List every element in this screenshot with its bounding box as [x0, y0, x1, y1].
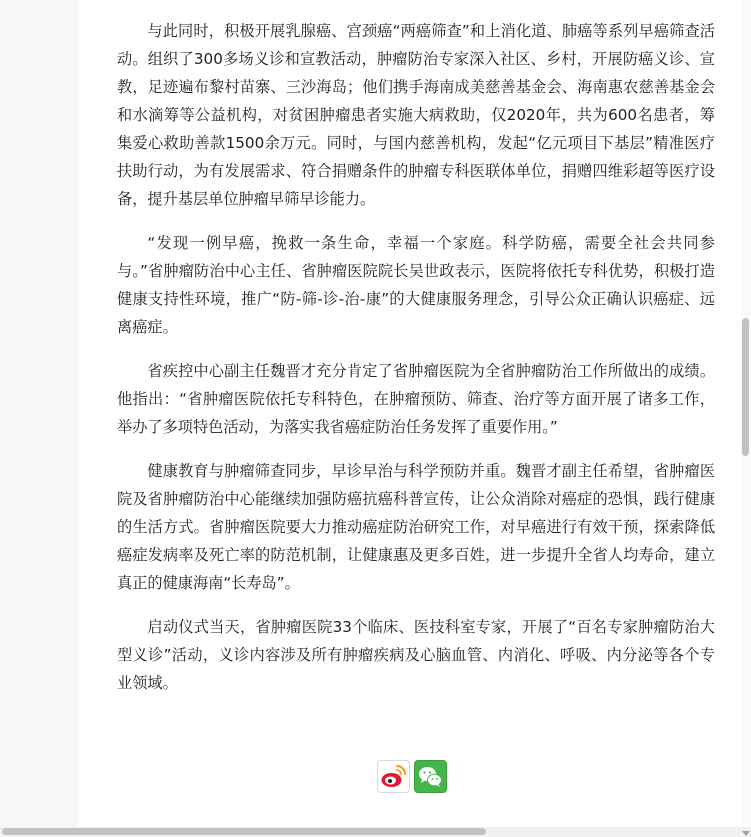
scroll-down-arrow-icon[interactable] — [742, 831, 750, 836]
paragraph-cdc-remarks: 省疾控中心副主任魏晋才充分肯定了省肿瘤医院为全省肿瘤防治工作所做出的成绩。他指出：“省肿瘤医院依托专科特色，在肿瘤预防、筛查、治疗等方面开展了诸多工作，举办了多项特色活动，为落实我省癌症防治任务发挥了重要作用。” — [117, 362, 715, 436]
paragraph-screening-activities: 与此同时，积极开展乳腺癌、宫颈癌“两癌筛查”和上消化道、肺癌等系列早癌筛查活动。组织了300多场义诊和宣教活动，肿瘤防治专家深入社区、乡村，开展防癌义诊、宣教，足迹遍布黎村苗寨、三沙海岛；他们携手海南成美慈善基金会、海南惠农慈善基金会和水滴筹等公益机构，对贫困肿瘤患者实施大病救助，仅2020年，共为600名患者，筹集爱心救助善款1500余万元。同时，与国内慈善机构，发起“亿元项目下基层”精准医疗扶助行动，为有发展需求、符合捐赠条件的肿瘤专科医联体单位，捐赠四维彩超等医疗设备，提升基层单位肿瘤早筛早诊能力。 — [117, 22, 715, 208]
share-weibo-button[interactable] — [377, 760, 410, 793]
horizontal-scrollbar-track[interactable] — [0, 827, 751, 837]
paragraph-director-quote: “发现一例早癌，挽救一条生命，幸福一个家庭。科学防癌，需要全社会共同参与。”省肿瘤防治中心主任、省肿瘤医院院长吴世政表示，医院将依托专科优势，积极打造健康支持性环境，推广“防-筛-诊-治-康”的大健康服务理念，引导公众正确认识癌症、远离癌症。 — [117, 234, 715, 336]
vertical-scrollbar-thumb[interactable] — [742, 318, 749, 456]
left-gutter — [0, 0, 78, 837]
weibo-icon — [378, 761, 409, 792]
vertical-scrollbar-track[interactable] — [741, 0, 751, 825]
share-wechat-button[interactable] — [414, 760, 447, 793]
horizontal-scrollbar-thumb[interactable] — [2, 828, 486, 835]
paragraph-health-education: 健康教育与肿瘤筛查同步，早诊早治与科学预防并重。魏晋才副主任希望，省肿瘤医院及省肿瘤防治中心能继续加强防癌抗癌科普宣传，让公众消除对癌症的恐惧，践行健康的生活方式。省肿瘤医院要大力推动癌症防治研究工作，对早癌进行有效干预，探索降低癌症发病率及死亡率的防范机制，让健康惠及更多百姓，进一步提升全省人均寿命，建立真正的健康海南“长寿岛”。 — [117, 462, 715, 592]
share-bar — [377, 760, 447, 793]
wechat-icon — [415, 761, 446, 792]
paragraph-clinic-event: 启动仪式当天，省肿瘤医院33个临床、医技科室专家，开展了“百名专家肿瘤防治大型义诊”活动，义诊内容涉及所有肿瘤疾病及心脑血管、内消化、呼吸、内分泌等各个专业领域。 — [117, 618, 715, 692]
